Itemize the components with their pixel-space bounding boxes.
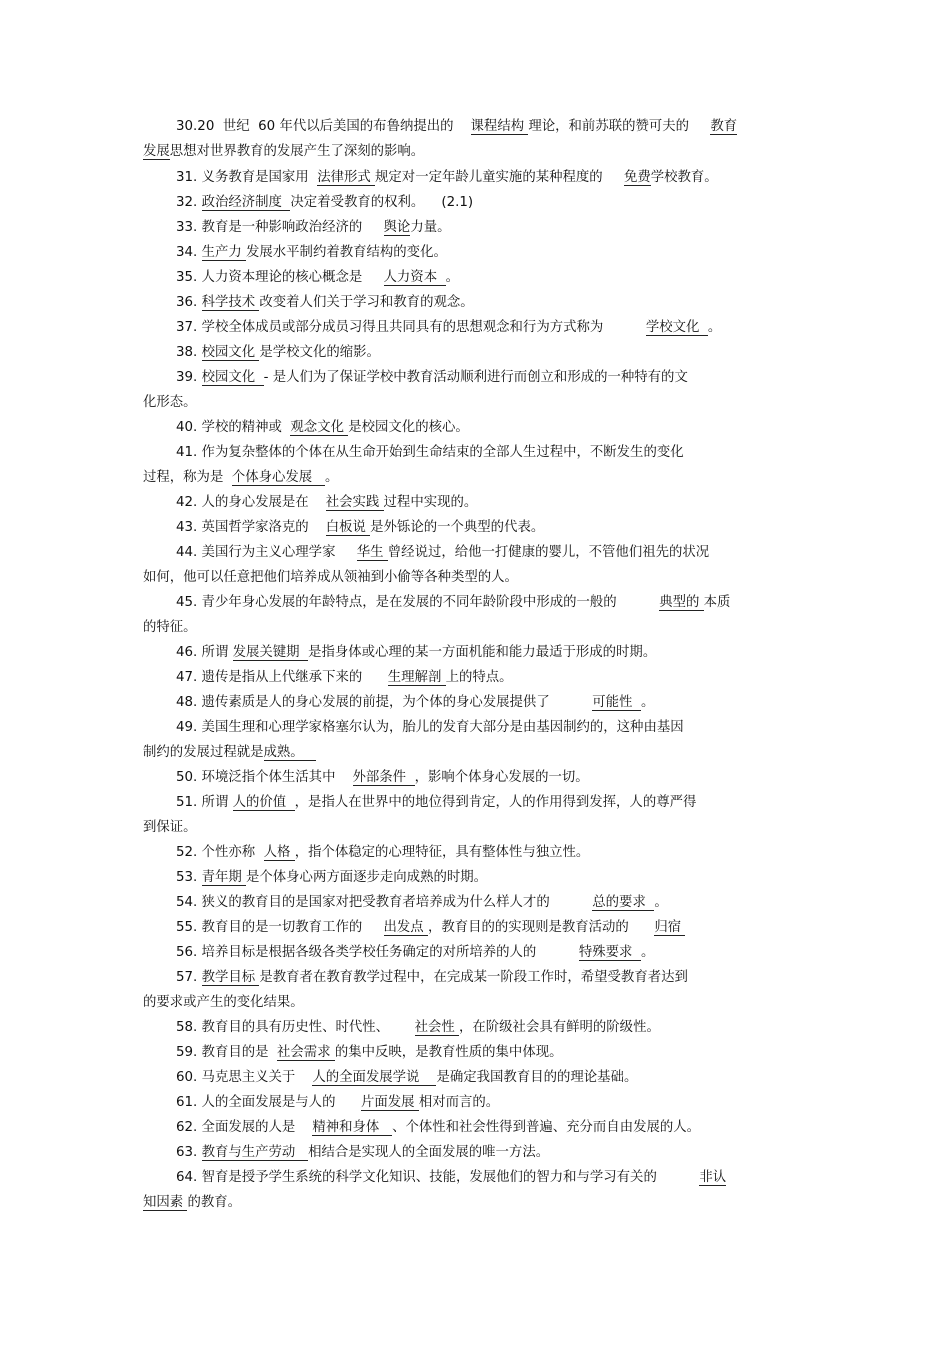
question-line — [176, 1144, 549, 1162]
answer-blank: 社会性 — [414, 1020, 459, 1035]
question-number: 36. — [176, 295, 198, 310]
question-number: 40. — [176, 420, 198, 435]
question-number: 63. — [176, 1145, 198, 1160]
answer-blank: 校园文化 — [201, 345, 260, 360]
question-line — [176, 169, 718, 187]
question-text — [197, 970, 201, 985]
answer-blank: 舆论 — [383, 220, 411, 235]
question-text: 规定对一定年龄儿童实施的某种程度的 — [375, 170, 624, 185]
question-line — [176, 1169, 726, 1187]
question-text: 。 — [707, 320, 722, 335]
question-text: 力量。 — [410, 220, 451, 235]
question-text: ，教育目的的实现则是教育活动的 — [427, 920, 655, 935]
question-text: 过程中实现的。 — [383, 495, 478, 510]
answer-blank: 青年期 — [201, 870, 246, 885]
question-number: 51. — [176, 795, 198, 810]
question-number: 52. — [176, 845, 198, 860]
question-line — [176, 444, 684, 462]
question-text: 教育目的是 — [197, 1045, 278, 1060]
question-line — [176, 919, 685, 937]
answer-blank: 个体身心发展 — [231, 470, 325, 485]
answer-blank: 成熟。 — [263, 745, 317, 760]
question-line — [176, 118, 737, 136]
question-text: 人的全面发展是与人的 — [197, 1095, 361, 1110]
question-text: ，指个体稳定的心理特征，具有整体性与独立性。 — [294, 845, 590, 860]
question-number: 57. — [176, 970, 198, 985]
question-line — [176, 1019, 660, 1037]
question-text: 作为复杂整体的个体在从生命开始到生命结束的全部人生过程中，不断发生的变化 — [197, 445, 684, 460]
question-number: 54. — [176, 895, 198, 910]
question-number: 55. — [176, 920, 198, 935]
question-number: 37. — [176, 320, 198, 335]
answer-blank: 生产力 — [201, 245, 246, 260]
question-text: 20 世纪 60 年代以后美国的布鲁纳提出的 — [197, 119, 471, 134]
question-line-continued — [143, 469, 338, 487]
question-line — [176, 1119, 700, 1137]
answer-blank: 非认 — [699, 1170, 727, 1185]
question-text: 英国哲学家洛克的 — [197, 520, 326, 535]
question-text: 遗传是指从上代继承下来的 — [197, 670, 388, 685]
answer-blank: 生理解剖 — [387, 670, 446, 685]
question-line-continued — [143, 744, 316, 762]
question-number: 53. — [176, 870, 198, 885]
question-text — [197, 1145, 201, 1160]
question-text: 人的身心发展是在 — [197, 495, 326, 510]
question-text — [197, 870, 201, 885]
question-text: 美国生理和心理学家格塞尔认为，胎儿的发育大部分是由基因制约的，这种由基因 — [197, 720, 684, 735]
question-text: 制约的发展过程就是 — [143, 745, 264, 760]
question-line — [176, 769, 589, 787]
question-number: 62. — [176, 1120, 198, 1135]
question-text: 是指身体或心理的某一方面机能和能力最适于形成的时期。 — [308, 645, 657, 660]
question-text: 改变着人们关于学习和教育的观念。 — [259, 295, 474, 310]
answer-blank: 总的要求 — [592, 895, 655, 910]
question-text: 的教育。 — [187, 1195, 241, 1210]
question-text: 是确定我国教育目的的理论基础。 — [436, 1070, 638, 1085]
answer-blank: 科学技术 — [201, 295, 260, 310]
question-text: 相结合是实现人的全面发展的唯一方法。 — [308, 1145, 550, 1160]
question-line — [176, 894, 668, 912]
question-text: 是校园文化的核心。 — [348, 420, 469, 435]
answer-blank: 可能性 — [592, 695, 641, 710]
question-number: 30. — [176, 119, 198, 134]
answer-blank: 发展关键期 — [232, 645, 309, 660]
question-line — [176, 194, 473, 212]
question-number: 39. — [176, 370, 198, 385]
question-line-continued — [143, 143, 424, 161]
question-line — [176, 594, 730, 612]
answer-blank: 出发点 — [383, 920, 428, 935]
question-line — [176, 419, 469, 437]
answer-blank: 片面发展 — [361, 1095, 419, 1110]
question-number: 38. — [176, 345, 198, 360]
question-text: 培养目标是根据各级各类学校任务确定的对所培养的人的 — [197, 945, 579, 960]
answer-blank: 学校文化 — [645, 320, 708, 335]
question-line — [176, 1094, 499, 1112]
question-text: - 是人们为了保证学校中教育活动顺利进行而创立和形成的一种特有的文 — [263, 370, 688, 385]
question-line — [176, 369, 688, 387]
question-text: 本质 — [703, 595, 731, 610]
question-number: 50. — [176, 770, 198, 785]
question-line — [176, 269, 459, 287]
question-text: 决定着受教育的权利。 (2.1) — [290, 195, 474, 210]
answer-blank: 特殊要求 — [578, 945, 641, 960]
question-text: 是个体身心两方面逐步走向成熟的时期。 — [246, 870, 488, 885]
question-text: ，影响个体身心发展的一切。 — [414, 770, 589, 785]
question-text: 马克思主义关于 — [197, 1070, 313, 1085]
question-number: 31. — [176, 170, 198, 185]
question-text: 理论，和前苏联的赞可夫的 — [528, 119, 711, 134]
answer-blank: 白板说 — [325, 520, 371, 535]
question-text: 到保证。 — [143, 820, 197, 835]
question-number: 42. — [176, 495, 198, 510]
question-text: 环境泛指个体生活其中 — [197, 770, 353, 785]
question-number: 59. — [176, 1045, 198, 1060]
question-number: 47. — [176, 670, 198, 685]
question-text: 教育是一种影响政治经济的 — [197, 220, 384, 235]
question-text: 过程，称为是 — [143, 470, 232, 485]
question-line — [176, 319, 721, 337]
question-text: 。 — [324, 470, 339, 485]
answer-blank: 法律形式 — [317, 170, 376, 185]
answer-blank: 人的价值 — [232, 795, 295, 810]
answer-blank: 归宿 — [654, 920, 686, 935]
question-number: 44. — [176, 545, 198, 560]
question-number: 41. — [176, 445, 198, 460]
question-number: 60. — [176, 1070, 198, 1085]
question-text: 教育目的具有历史性、时代性、 — [197, 1020, 415, 1035]
question-number: 48. — [176, 695, 198, 710]
question-text — [197, 370, 201, 385]
question-text: 、个体性和社会性得到普遍、充分而自由发展的人。 — [392, 1120, 701, 1135]
answer-blank: 免费 — [623, 170, 651, 185]
answer-blank: 校园文化 — [201, 370, 264, 385]
question-line-continued — [143, 619, 197, 637]
question-text: 化形态。 — [143, 395, 197, 410]
question-line — [176, 244, 447, 262]
question-line — [176, 794, 696, 812]
question-text: 。 — [640, 945, 655, 960]
question-number: 34. — [176, 245, 198, 260]
answer-blank: 政治经济制度 — [201, 195, 291, 210]
answer-blank: 课程结构 — [470, 119, 529, 134]
question-text: 。 — [640, 695, 655, 710]
question-line — [176, 519, 544, 537]
question-text: 人力资本理论的核心概念是 — [197, 270, 384, 285]
question-line-continued — [143, 994, 304, 1012]
answer-blank: 社会实践 — [325, 495, 384, 510]
question-line — [176, 294, 474, 312]
answer-blank: 知因素 — [143, 1195, 188, 1210]
question-text: 全面发展的人是 — [197, 1120, 313, 1135]
answer-blank: 观念文化 — [290, 420, 349, 435]
question-text: 学校全体成员或部分成员习得且共同具有的思想观念和行为方式称为 — [197, 320, 646, 335]
question-text: 是学校文化的缩影。 — [259, 345, 380, 360]
question-number: 64. — [176, 1170, 198, 1185]
answer-blank: 教育与生产劳动 — [201, 1145, 309, 1160]
question-line — [176, 494, 477, 512]
question-line-continued — [143, 1194, 241, 1212]
question-number: 61. — [176, 1095, 198, 1110]
question-number: 56. — [176, 945, 198, 960]
question-text: 。 — [654, 895, 668, 910]
question-line — [176, 869, 487, 887]
answer-blank: 精神和身体 — [312, 1120, 393, 1135]
question-text: 上的特点。 — [445, 670, 513, 685]
question-text: 青少年身心发展的年龄特点，是在发展的不同年龄阶段中形成的一般的 — [197, 595, 660, 610]
answer-blank: 发展 — [143, 144, 170, 159]
question-number: 58. — [176, 1020, 198, 1035]
question-text: 是教育者在教育教学过程中，在完成某一阶段工作时，希望受教育者达到 — [259, 970, 688, 985]
answer-blank: 人力资本 — [383, 270, 446, 285]
answer-blank: 教学目标 — [201, 970, 260, 985]
question-text: 所谓 — [197, 645, 233, 660]
question-line — [176, 344, 380, 362]
question-text: 遗传素质是人的身心发展的前提，为个体的身心发展提供了 — [197, 695, 593, 710]
answer-blank: 华生 — [356, 545, 388, 560]
answer-blank: 外部条件 — [352, 770, 415, 785]
question-text: 。 — [445, 270, 459, 285]
question-text: ，是指人在世界中的地位得到肯定，人的作用得到发挥，人的尊严得 — [294, 795, 697, 810]
question-line — [176, 844, 589, 862]
question-text: ，在阶级社会具有鲜明的阶级性。 — [459, 1020, 660, 1035]
question-text — [197, 245, 201, 260]
question-text: 学校教育。 — [650, 170, 718, 185]
question-text: 个性亦称 — [197, 845, 264, 860]
answer-blank: 人格 — [263, 845, 295, 860]
question-text: 义务教育是国家用 — [197, 170, 318, 185]
question-text — [197, 345, 201, 360]
question-text: 相对而言的。 — [418, 1095, 500, 1110]
question-text: 曾经说过，给他一打健康的婴儿，不管他们祖先的状况 — [387, 545, 710, 560]
question-number: 43. — [176, 520, 198, 535]
question-line — [176, 644, 656, 662]
question-line-continued — [143, 394, 197, 412]
question-line — [176, 219, 450, 237]
question-line-continued — [143, 569, 518, 587]
question-number: 49. — [176, 720, 198, 735]
question-text: 学校的精神或 — [197, 420, 291, 435]
question-text — [197, 195, 201, 210]
question-number: 32. — [176, 195, 198, 210]
answer-blank: 人的全面发展学说 — [312, 1070, 437, 1085]
answer-blank: 社会需求 — [277, 1045, 335, 1060]
question-text: 教育目的是一切教育工作的 — [197, 920, 384, 935]
question-number: 35. — [176, 270, 198, 285]
question-line — [176, 669, 513, 687]
question-line-continued — [143, 819, 197, 837]
question-line — [176, 544, 709, 562]
question-line — [176, 719, 684, 737]
question-line — [176, 969, 688, 987]
question-number: 46. — [176, 645, 198, 660]
question-text: 的特征。 — [143, 620, 197, 635]
question-line — [176, 1044, 563, 1062]
question-text: 是外铄论的一个典型的代表。 — [370, 520, 545, 535]
question-line — [176, 694, 654, 712]
question-number: 45. — [176, 595, 198, 610]
answer-blank: 典型的 — [659, 595, 704, 610]
question-text: 如何，他可以任意把他们培养成从领袖到小偷等各种类型的人。 — [143, 570, 518, 585]
question-line — [176, 1069, 637, 1087]
question-text: 智育是授予学生系统的科学文化知识、技能，发展他们的智力和与学习有关的 — [197, 1170, 700, 1185]
question-text: 美国行为主义心理学家 — [197, 545, 357, 560]
question-line — [176, 944, 654, 962]
question-text — [197, 295, 201, 310]
answer-blank: 教育 — [710, 119, 738, 134]
question-text: 思想对世界教育的发展产生了深刻的影响。 — [169, 144, 425, 159]
question-number: 33. — [176, 220, 198, 235]
question-text: 狭义的教育目的是国家对把受教育者培养成为什么样人才的 — [197, 895, 593, 910]
question-text: 所谓 — [197, 795, 233, 810]
question-text: 发展水平制约着教育结构的变化。 — [246, 245, 447, 260]
question-text: 的要求或产生的变化结果。 — [143, 995, 304, 1010]
question-text: 的集中反映，是教育性质的集中体现。 — [334, 1045, 563, 1060]
